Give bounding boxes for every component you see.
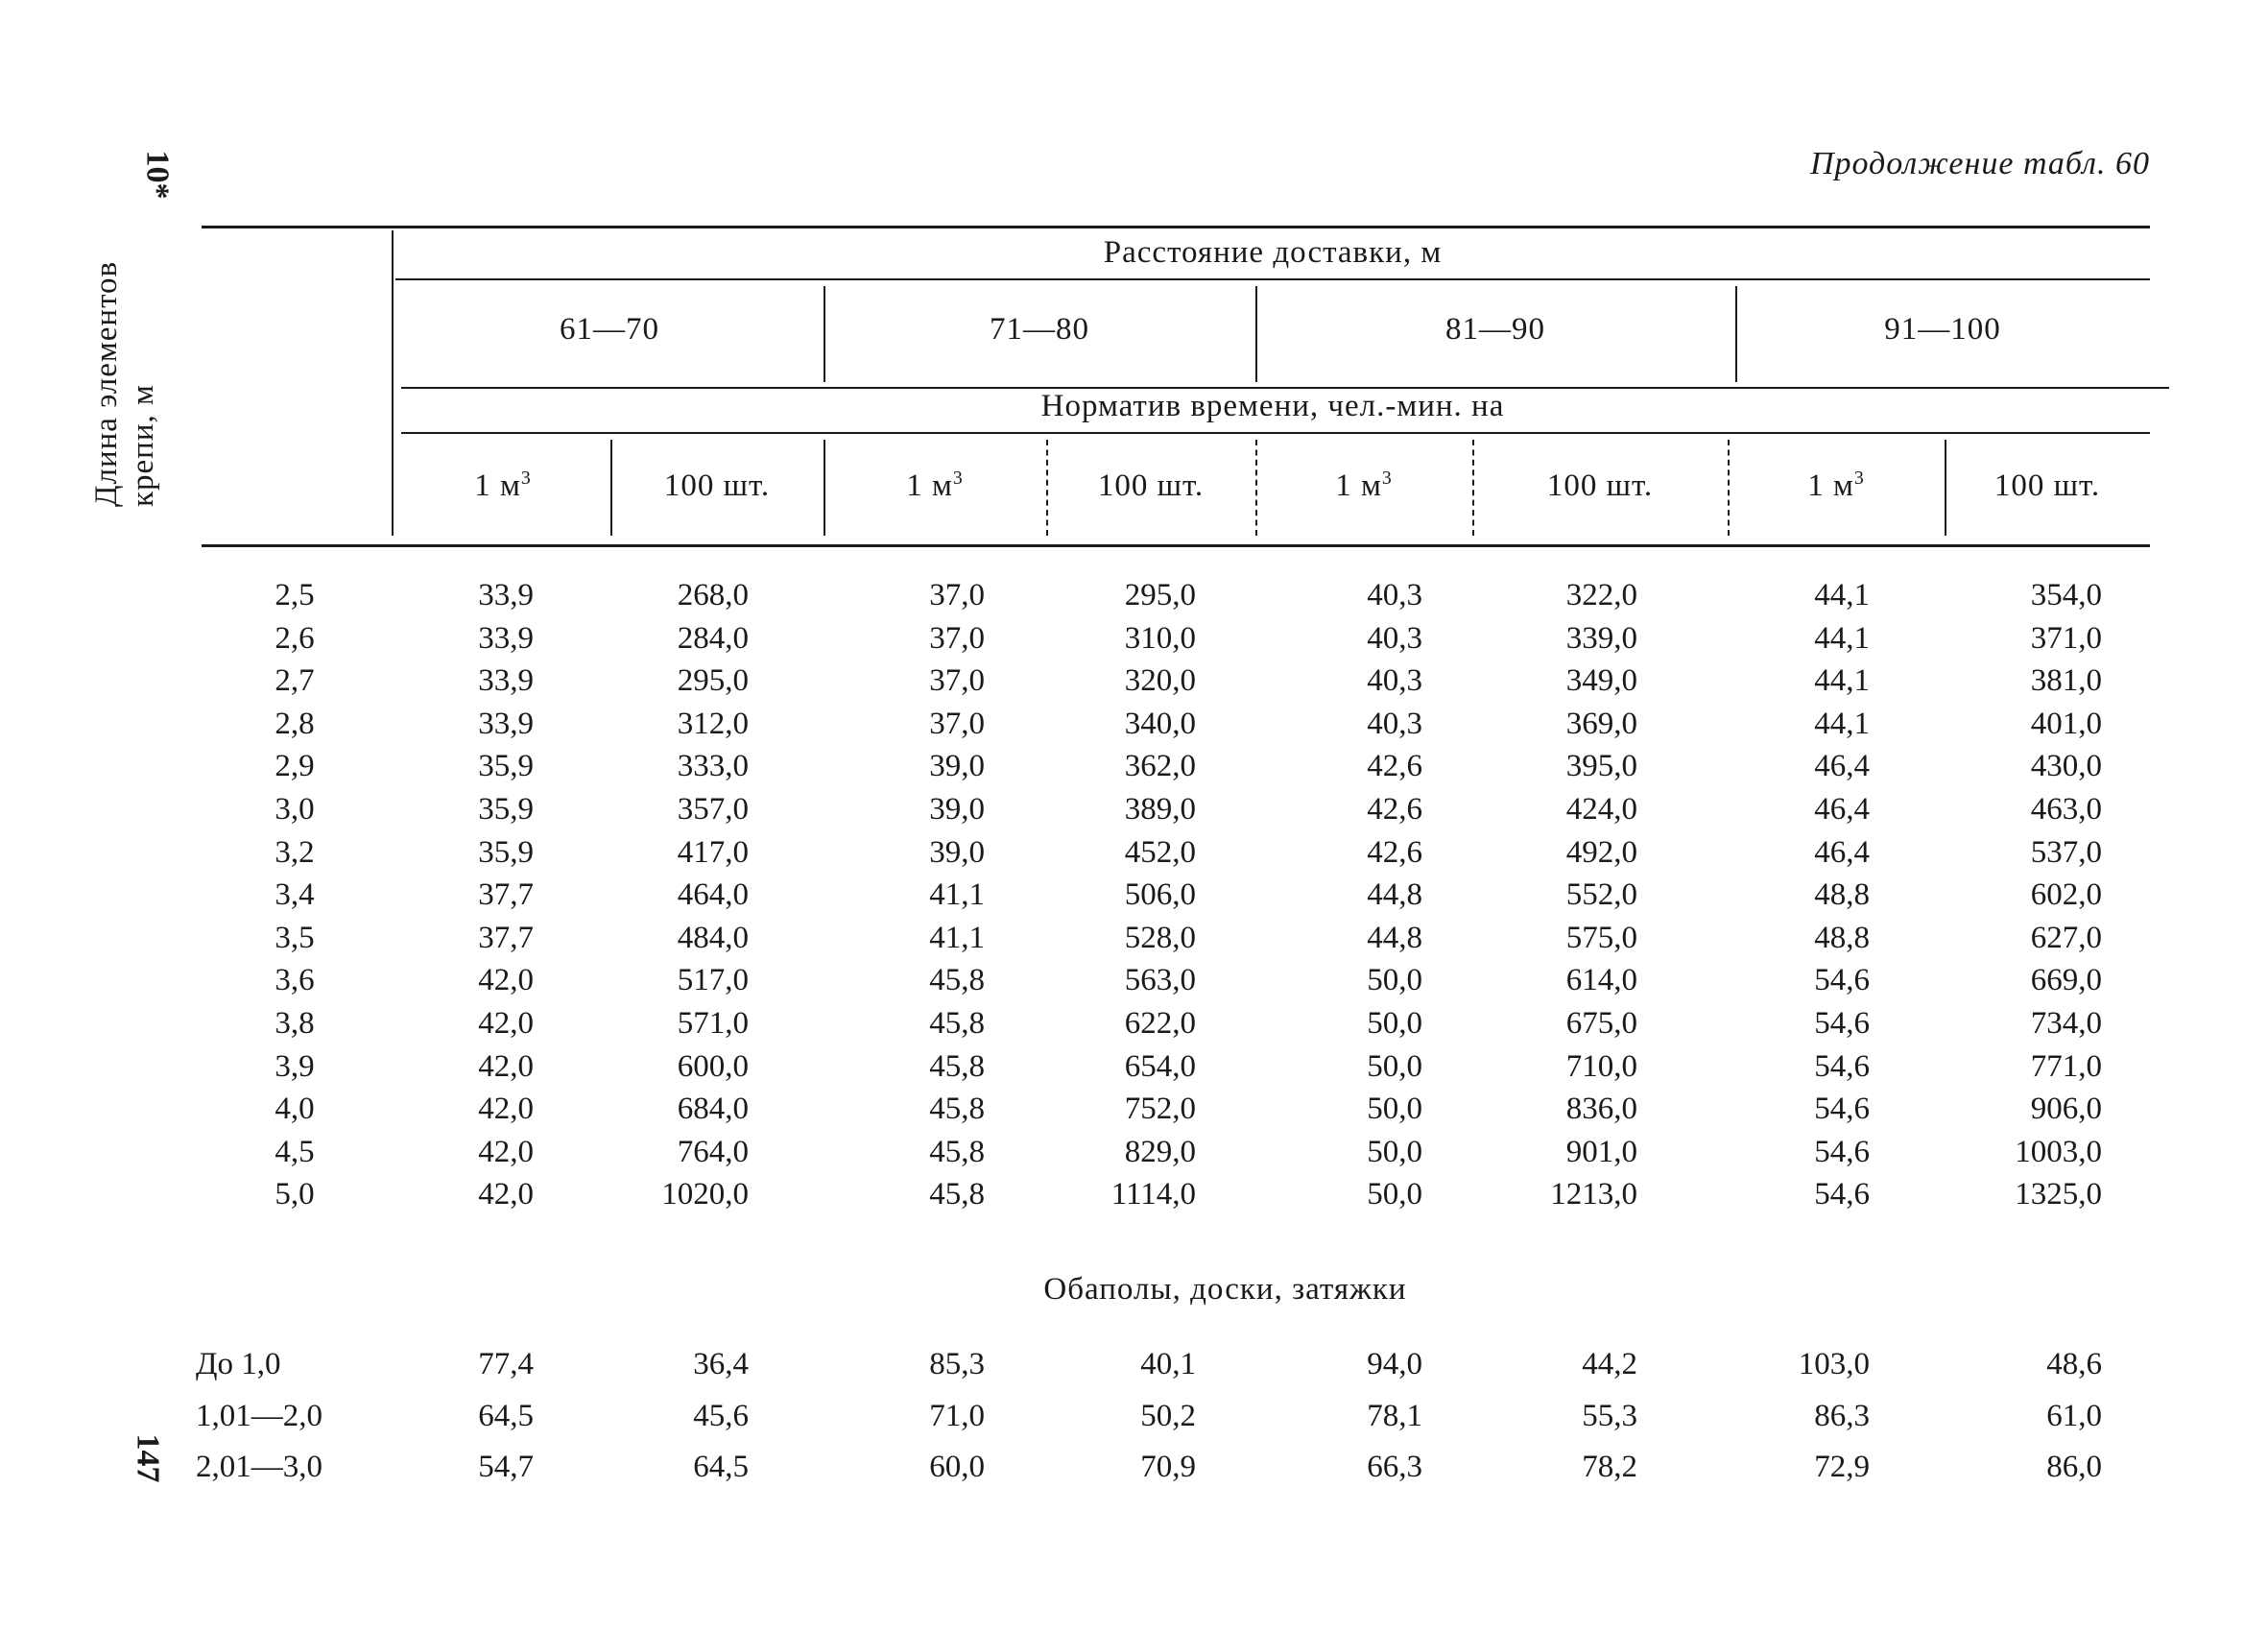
row-label: До 1,0 bbox=[196, 1347, 281, 1381]
value-per-100pcs: 752,0 bbox=[1124, 1092, 1196, 1127]
value-per-100pcs: 684,0 bbox=[677, 1092, 749, 1127]
value-per-100pcs: 901,0 bbox=[1565, 1134, 1637, 1169]
value-per-m3: 33,9 bbox=[478, 706, 534, 741]
row-label: 2,01—3,0 bbox=[196, 1450, 322, 1484]
value-per-m3: 35,9 bbox=[478, 749, 534, 784]
value-per-m3: 33,9 bbox=[478, 578, 534, 612]
value-per-m3: 54,6 bbox=[1814, 1048, 1870, 1084]
value-per-m3: 40,3 bbox=[1367, 620, 1422, 656]
range-61-70: 61—70 bbox=[560, 312, 659, 347]
value-per-m3: 44,8 bbox=[1367, 920, 1422, 955]
value-per-100pcs: 64,5 bbox=[693, 1450, 749, 1484]
value-per-100pcs: 675,0 bbox=[1565, 1006, 1637, 1041]
value-per-m3: 54,7 bbox=[478, 1450, 534, 1484]
stub-divider bbox=[392, 230, 394, 536]
table-row bbox=[0, 1450, 2268, 1492]
value-per-100pcs: 836,0 bbox=[1565, 1092, 1637, 1127]
row-label: 2,9 bbox=[275, 749, 315, 784]
distance-rule bbox=[395, 278, 2150, 280]
value-per-100pcs: 312,0 bbox=[677, 706, 749, 741]
value-per-100pcs: 357,0 bbox=[677, 792, 749, 827]
row-label: 3,6 bbox=[275, 963, 315, 998]
table-row bbox=[0, 663, 2268, 706]
value-per-100pcs: 1020,0 bbox=[661, 1177, 749, 1212]
value-per-100pcs: 654,0 bbox=[1124, 1048, 1196, 1084]
value-per-m3: 45,8 bbox=[929, 1177, 985, 1212]
value-per-100pcs: 295,0 bbox=[677, 663, 749, 699]
unit-100pcs: 100 шт. bbox=[1097, 468, 1205, 503]
row-label: 4,0 bbox=[275, 1092, 315, 1127]
value-per-100pcs: 464,0 bbox=[677, 877, 749, 913]
value-per-100pcs: 78,2 bbox=[1582, 1450, 1637, 1484]
value-per-m3: 50,0 bbox=[1367, 1006, 1422, 1041]
value-per-m3: 42,0 bbox=[478, 1048, 534, 1084]
table-row bbox=[0, 1135, 2268, 1177]
value-per-m3: 50,0 bbox=[1367, 1134, 1422, 1169]
value-per-100pcs: 430,0 bbox=[2030, 749, 2102, 784]
value-per-m3: 54,6 bbox=[1814, 1177, 1870, 1212]
table-row bbox=[0, 792, 2268, 834]
value-per-m3: 40,3 bbox=[1367, 578, 1422, 612]
value-per-m3: 45,8 bbox=[929, 1092, 985, 1127]
table-row bbox=[0, 877, 2268, 920]
value-per-100pcs: 50,2 bbox=[1140, 1398, 1196, 1433]
value-per-100pcs: 295,0 bbox=[1124, 578, 1196, 612]
unit-m3: 1 $м^3$ bbox=[474, 468, 532, 503]
value-per-m3: 42,6 bbox=[1367, 792, 1422, 827]
value-per-m3: 42,6 bbox=[1367, 749, 1422, 784]
value-per-m3: 37,7 bbox=[478, 920, 534, 955]
row-label: 2,5 bbox=[275, 578, 315, 612]
value-per-m3: 45,8 bbox=[929, 963, 985, 998]
value-per-100pcs: 44,2 bbox=[1582, 1347, 1637, 1381]
value-per-m3: 54,6 bbox=[1814, 1006, 1870, 1041]
row-label: 3,0 bbox=[275, 792, 315, 827]
value-per-m3: 94,0 bbox=[1367, 1347, 1422, 1381]
value-per-m3: 44,1 bbox=[1814, 663, 1870, 699]
value-per-m3: 45,8 bbox=[929, 1134, 985, 1169]
value-per-m3: 85,3 bbox=[929, 1347, 985, 1381]
value-per-100pcs: 40,1 bbox=[1140, 1347, 1196, 1381]
row-label: 3,2 bbox=[275, 834, 315, 870]
value-per-100pcs: 771,0 bbox=[2030, 1048, 2102, 1084]
value-per-m3: 42,6 bbox=[1367, 834, 1422, 870]
row-label: 2,7 bbox=[275, 663, 315, 699]
value-per-100pcs: 906,0 bbox=[2030, 1092, 2102, 1127]
unit-m3: 1 $м^3$ bbox=[906, 468, 964, 503]
value-per-m3: 54,6 bbox=[1814, 963, 1870, 998]
value-per-m3: 48,8 bbox=[1814, 877, 1870, 913]
value-per-100pcs: 369,0 bbox=[1565, 706, 1637, 741]
value-per-m3: 40,3 bbox=[1367, 663, 1422, 699]
value-per-m3: 77,4 bbox=[478, 1347, 534, 1381]
page-number: 147 bbox=[130, 1433, 166, 1483]
norm-header: Норматив времени, чел.-мин. на bbox=[1040, 389, 1505, 423]
value-per-100pcs: 362,0 bbox=[1124, 749, 1196, 784]
table-row bbox=[0, 835, 2268, 877]
value-per-m3: 44,1 bbox=[1814, 620, 1870, 656]
value-per-100pcs: 424,0 bbox=[1565, 792, 1637, 827]
section-title: Обаполы, доски, затяжки bbox=[1043, 1272, 1407, 1307]
value-per-m3: 33,9 bbox=[478, 663, 534, 699]
value-per-100pcs: 575,0 bbox=[1565, 920, 1637, 955]
table-row bbox=[0, 1177, 2268, 1219]
value-per-100pcs: 395,0 bbox=[1565, 749, 1637, 784]
value-per-100pcs: 829,0 bbox=[1124, 1134, 1196, 1169]
value-per-m3: 46,4 bbox=[1814, 834, 1870, 870]
signature-mark: 10* bbox=[139, 150, 176, 200]
row-label: 5,0 bbox=[275, 1177, 315, 1212]
row-label: 3,9 bbox=[275, 1048, 315, 1084]
value-per-m3: 54,6 bbox=[1814, 1092, 1870, 1127]
value-per-100pcs: 627,0 bbox=[2030, 920, 2102, 955]
unit-100pcs: 100 шт. bbox=[663, 468, 771, 503]
row-label: 3,4 bbox=[275, 877, 315, 913]
value-per-100pcs: 506,0 bbox=[1124, 877, 1196, 913]
row-label: 3,5 bbox=[275, 920, 315, 955]
value-per-m3: 86,3 bbox=[1814, 1398, 1870, 1433]
value-per-m3: 37,0 bbox=[929, 706, 985, 741]
value-per-100pcs: 1003,0 bbox=[2015, 1134, 2102, 1169]
value-per-100pcs: 1213,0 bbox=[1550, 1177, 1637, 1212]
value-per-m3: 40,3 bbox=[1367, 706, 1422, 741]
value-per-m3: 42,0 bbox=[478, 1177, 534, 1212]
value-per-100pcs: 552,0 bbox=[1565, 877, 1637, 913]
value-per-m3: 60,0 bbox=[929, 1450, 985, 1484]
value-per-100pcs: 36,4 bbox=[693, 1347, 749, 1381]
distance-header: Расстояние доставки, м bbox=[1103, 235, 1443, 270]
value-per-100pcs: 1325,0 bbox=[2015, 1177, 2102, 1212]
unit-m3: 1 $м^3$ bbox=[1807, 468, 1865, 503]
value-per-m3: 50,0 bbox=[1367, 1177, 1422, 1212]
value-per-m3: 37,0 bbox=[929, 620, 985, 656]
value-per-m3: 50,0 bbox=[1367, 1092, 1422, 1127]
table-row bbox=[0, 707, 2268, 749]
value-per-100pcs: 710,0 bbox=[1565, 1048, 1637, 1084]
value-per-100pcs: 86,0 bbox=[2046, 1450, 2102, 1484]
value-per-100pcs: 622,0 bbox=[1124, 1006, 1196, 1041]
row-label: 1,01—2,0 bbox=[196, 1398, 322, 1433]
value-per-m3: 37,0 bbox=[929, 578, 985, 612]
value-per-100pcs: 517,0 bbox=[677, 963, 749, 998]
continuation-title: Продолжение табл. 60 bbox=[1809, 146, 2150, 181]
value-per-100pcs: 401,0 bbox=[2030, 706, 2102, 741]
value-per-100pcs: 571,0 bbox=[677, 1006, 749, 1041]
value-per-m3: 48,8 bbox=[1814, 920, 1870, 955]
unit-100pcs: 100 шт. bbox=[1546, 468, 1654, 503]
value-per-m3: 50,0 bbox=[1367, 963, 1422, 998]
value-per-100pcs: 1114,0 bbox=[1110, 1177, 1196, 1212]
value-per-m3: 50,0 bbox=[1367, 1048, 1422, 1084]
value-per-100pcs: 452,0 bbox=[1124, 834, 1196, 870]
value-per-m3: 42,0 bbox=[478, 1092, 534, 1127]
value-per-m3: 42,0 bbox=[478, 1134, 534, 1169]
value-per-100pcs: 417,0 bbox=[677, 834, 749, 870]
table-row bbox=[0, 1347, 2268, 1389]
value-per-m3: 44,8 bbox=[1367, 877, 1422, 913]
table-row bbox=[0, 578, 2268, 620]
value-per-m3: 41,1 bbox=[929, 920, 985, 955]
value-per-m3: 78,1 bbox=[1367, 1398, 1422, 1433]
value-per-100pcs: 320,0 bbox=[1124, 663, 1196, 699]
value-per-100pcs: 340,0 bbox=[1124, 706, 1196, 741]
value-per-100pcs: 268,0 bbox=[677, 578, 749, 612]
value-per-m3: 44,1 bbox=[1814, 578, 1870, 612]
value-per-100pcs: 669,0 bbox=[2030, 963, 2102, 998]
value-per-100pcs: 734,0 bbox=[2030, 1006, 2102, 1041]
value-per-100pcs: 48,6 bbox=[2046, 1347, 2102, 1381]
table-row bbox=[0, 749, 2268, 791]
value-per-100pcs: 45,6 bbox=[693, 1398, 749, 1433]
value-per-100pcs: 310,0 bbox=[1124, 620, 1196, 656]
value-per-100pcs: 463,0 bbox=[2030, 792, 2102, 827]
value-per-100pcs: 389,0 bbox=[1124, 792, 1196, 827]
row-label: 2,8 bbox=[275, 706, 315, 741]
value-per-100pcs: 371,0 bbox=[2030, 620, 2102, 656]
value-per-100pcs: 55,3 bbox=[1582, 1398, 1637, 1433]
value-per-m3: 72,9 bbox=[1814, 1450, 1870, 1484]
value-per-m3: 37,0 bbox=[929, 663, 985, 699]
value-per-m3: 103,0 bbox=[1798, 1347, 1870, 1381]
table-row bbox=[0, 963, 2268, 1005]
value-per-100pcs: 537,0 bbox=[2030, 834, 2102, 870]
value-per-100pcs: 563,0 bbox=[1124, 963, 1196, 998]
value-per-100pcs: 764,0 bbox=[677, 1134, 749, 1169]
value-per-m3: 39,0 bbox=[929, 749, 985, 784]
value-per-m3: 42,0 bbox=[478, 1006, 534, 1041]
table-row bbox=[0, 921, 2268, 963]
table-row bbox=[0, 1399, 2268, 1441]
unit-m3: 1 $м^3$ bbox=[1335, 468, 1393, 503]
row-label: 3,8 bbox=[275, 1006, 315, 1041]
header-bottom-rule bbox=[202, 544, 2150, 547]
range-81-90: 81—90 bbox=[1445, 312, 1545, 347]
value-per-m3: 33,9 bbox=[478, 620, 534, 656]
header-top-rule bbox=[202, 226, 2150, 228]
row-header-label: Длина элементов крепи, м bbox=[89, 260, 160, 507]
value-per-m3: 37,7 bbox=[478, 877, 534, 913]
value-per-m3: 41,1 bbox=[929, 877, 985, 913]
value-per-m3: 64,5 bbox=[478, 1398, 534, 1433]
value-per-100pcs: 349,0 bbox=[1565, 663, 1637, 699]
range-91-100: 91—100 bbox=[1884, 312, 2001, 347]
value-per-100pcs: 333,0 bbox=[677, 749, 749, 784]
value-per-100pcs: 614,0 bbox=[1565, 963, 1637, 998]
row-label: 2,6 bbox=[275, 620, 315, 656]
value-per-100pcs: 484,0 bbox=[677, 920, 749, 955]
value-per-100pcs: 528,0 bbox=[1124, 920, 1196, 955]
table-row bbox=[0, 1092, 2268, 1134]
value-per-100pcs: 600,0 bbox=[677, 1048, 749, 1084]
value-per-m3: 66,3 bbox=[1367, 1450, 1422, 1484]
table-row bbox=[0, 1006, 2268, 1048]
value-per-m3: 45,8 bbox=[929, 1006, 985, 1041]
value-per-m3: 42,0 bbox=[478, 963, 534, 998]
value-per-100pcs: 492,0 bbox=[1565, 834, 1637, 870]
value-per-m3: 54,6 bbox=[1814, 1134, 1870, 1169]
value-per-m3: 35,9 bbox=[478, 834, 534, 870]
value-per-100pcs: 284,0 bbox=[677, 620, 749, 656]
value-per-100pcs: 322,0 bbox=[1565, 578, 1637, 612]
value-per-m3: 45,8 bbox=[929, 1048, 985, 1084]
value-per-m3: 35,9 bbox=[478, 792, 534, 827]
table-row bbox=[0, 621, 2268, 663]
value-per-m3: 39,0 bbox=[929, 792, 985, 827]
range-71-80: 71—80 bbox=[990, 312, 1089, 347]
value-per-m3: 71,0 bbox=[929, 1398, 985, 1433]
value-per-100pcs: 602,0 bbox=[2030, 877, 2102, 913]
value-per-m3: 39,0 bbox=[929, 834, 985, 870]
value-per-100pcs: 339,0 bbox=[1565, 620, 1637, 656]
row-label: 4,5 bbox=[275, 1134, 315, 1169]
value-per-100pcs: 354,0 bbox=[2030, 578, 2102, 612]
value-per-m3: 46,4 bbox=[1814, 749, 1870, 784]
value-per-m3: 44,1 bbox=[1814, 706, 1870, 741]
value-per-100pcs: 61,0 bbox=[2046, 1398, 2102, 1433]
table-row bbox=[0, 1049, 2268, 1092]
value-per-m3: 46,4 bbox=[1814, 792, 1870, 827]
value-per-100pcs: 381,0 bbox=[2030, 663, 2102, 699]
unit-100pcs: 100 шт. bbox=[1993, 468, 2101, 503]
value-per-100pcs: 70,9 bbox=[1140, 1450, 1196, 1484]
norm-rule bbox=[401, 432, 2150, 434]
